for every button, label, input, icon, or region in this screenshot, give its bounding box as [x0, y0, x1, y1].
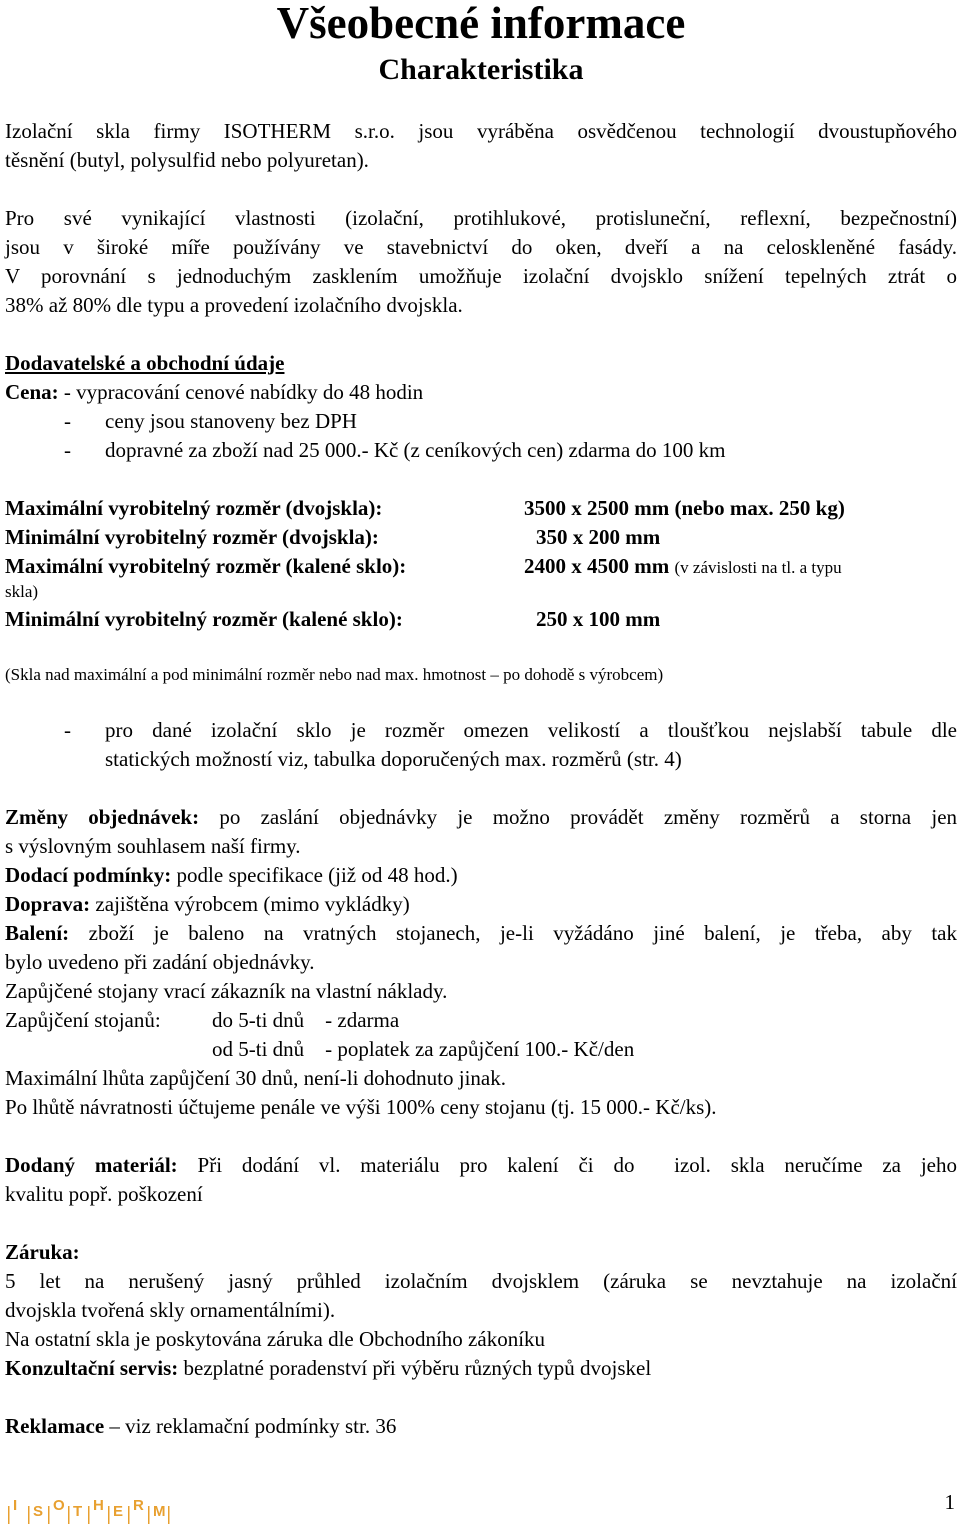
delivery-label: Dodací podmínky:: [5, 863, 172, 887]
changes-label: Změny objednávek:: [5, 805, 200, 829]
loan-label: Zapůjčení stojanů:: [5, 1008, 161, 1032]
logo-letter: I: [13, 1497, 18, 1514]
claims-label: Reklamace: [5, 1414, 105, 1438]
material-label: Dodaný materiál:: [5, 1153, 178, 1177]
packing-text: zboží je baleno na vratných stojanech, je-li vyžádáno jiné balení, je třeba, aby tak: [88, 921, 957, 945]
logo-letter: S: [33, 1503, 44, 1520]
logo-separator: [28, 1506, 30, 1524]
warranty-text-2: dvojskla tvořená skly ornamentálními).: [5, 1298, 336, 1322]
packing-label: Balení:: [5, 921, 70, 945]
properties-line-3: V porovnání s jednoduchým zasklením umožňuje izolační dvojsklo snížení tepelných ztrát o: [5, 264, 957, 288]
logo-letters: [8, 1497, 170, 1524]
consulting-label: Konzultační servis:: [5, 1356, 179, 1380]
dimension-row: [5, 494, 957, 523]
dimension-label: Minimální vyrobitelný rozměr (kalené sklo):: [5, 607, 403, 631]
logo-letter: E: [113, 1503, 124, 1520]
max-loan: Maximální lhůta zapůjčení 30 dnů, není-li dohodnuto jinak.: [5, 1066, 506, 1090]
material-text: Při dodání vl. materiálu pro kalení či do izol. skla neručíme za jeho: [197, 1153, 958, 1177]
logo-separator: [48, 1506, 50, 1524]
changes-text: po zaslání objednávky je možno provádět změny rozměrů a storna jen: [219, 805, 958, 829]
warranty-label: Záruka:: [5, 1240, 80, 1264]
logo-letter: M: [153, 1503, 166, 1520]
price-item-1: - vypracování cenové nabídky do 48 hodin: [63, 380, 424, 404]
logo-separator: [88, 1506, 90, 1524]
logo-separator: [68, 1506, 70, 1524]
dimension-value-group: [524, 552, 842, 582]
consulting-row: [5, 1354, 651, 1383]
page-number: 1: [944, 1490, 955, 1514]
consulting-text: bezplatné poradenství při výběru různých typů dvojskel: [183, 1356, 652, 1380]
transport-text: zajištěna výrobcem (mimo vykládky): [95, 892, 410, 916]
loan-term-2: od 5-ti dnů - poplatek za zapůjčení 100.- Kč/den: [212, 1037, 635, 1061]
dimension-label: Minimální vyrobitelný rozměr (dvojskla):: [5, 525, 379, 549]
price-label: Cena:: [5, 380, 59, 404]
logo-separator: [8, 1506, 10, 1524]
properties-line-1: Pro své vynikající vlastnosti (izolační, protihlukové, protisluneční, reflexní, bezpečnostní): [5, 206, 957, 230]
dimension-value: 250 x 100 mm: [536, 607, 661, 631]
dimension-row: [5, 523, 957, 552]
properties-line-4: 38% až 80% dle typu a provedení izolačního dvojskla.: [5, 293, 463, 317]
limit-note-line-2: statických možností viz, tabulka doporučených max. rozměrů (str. 4): [105, 747, 682, 771]
logo-letter: T: [73, 1503, 83, 1520]
price-row: [5, 378, 423, 407]
properties-line-2: jsou v široké míře používány ve stavebnictví do oken, dveří a na celoskleněné fasády.: [5, 235, 957, 259]
changes-row: [5, 803, 957, 832]
price-item-2: ceny jsou stanoveny bez DPH: [105, 409, 357, 433]
dimension-value: 350 x 200 mm: [536, 525, 661, 549]
dimension-value: 3500 x 2500 mm (nebo max. 250 kg): [524, 496, 845, 520]
claims-row: [5, 1412, 396, 1441]
dimension-label: Maximální vyrobitelný rozměr (kalené sklo):: [5, 554, 407, 578]
logo-letter: O: [53, 1497, 65, 1514]
limit-note-line-1: pro dané izolační sklo je rozměr omezen velikostí a tloušťkou nejslabší tabule dle: [105, 718, 957, 742]
page-subtitle: Charakteristika: [378, 53, 584, 86]
dimension-value: 2400 x 4500 mm: [524, 554, 670, 578]
oversize-note: (Skla nad maximální a pod minimální rozměr nebo nad max. hmotnost – po dohodě s výrobcem): [5, 665, 664, 684]
dimension-note: (v závislosti na tl. a typu: [674, 558, 842, 577]
intro-line-1: Izolační skla firmy ISOTHERM s.r.o. jsou vyráběna osvědčenou technologií dvoustupňového: [5, 119, 957, 143]
supplier-heading: Dodavatelské a obchodní údaje: [5, 351, 285, 375]
dash-marker: -: [64, 409, 71, 433]
dimension-note-wrap: skla): [5, 582, 39, 601]
material-row: [5, 1151, 957, 1180]
loan-term-1: do 5-ti dnů - zdarma: [212, 1008, 400, 1032]
logo-separator: [108, 1506, 110, 1524]
dash-marker: -: [64, 438, 71, 462]
stands-return: Zapůjčené stojany vrací zákazník na vlastní náklady.: [5, 979, 448, 1003]
logo-separator: [148, 1506, 150, 1524]
delivery-text: podle specifikace (již od 48 hod.): [176, 863, 458, 887]
logo-letter: R: [133, 1497, 144, 1514]
logo-separator: [168, 1506, 170, 1524]
logo-separator: [128, 1506, 130, 1524]
packing-row: [5, 919, 957, 948]
packing-text-2: bylo uvedeno při zadání objednávky.: [5, 950, 315, 974]
dimension-label: Maximální vyrobitelný rozměr (dvojskla):: [5, 496, 383, 520]
warranty-text-1: 5 let na nerušený jasný průhled izolačním dvojsklem (záruka se nevztahuje na izolační: [5, 1269, 957, 1293]
changes-text-2: s výslovným souhlasem naší firmy.: [5, 834, 301, 858]
dash-marker: -: [64, 718, 71, 742]
delivery-row: [5, 861, 458, 890]
dimension-row: [5, 605, 957, 634]
penalty: Po lhůtě návratnosti účtujeme penále ve výši 100% ceny stojanu (tj. 15 000.- Kč/ks).: [5, 1095, 717, 1119]
warranty-text-3: Na ostatní skla je poskytována záruka dle Obchodního zákoníku: [5, 1327, 546, 1351]
material-text-2: kvalitu popř. poškození: [5, 1182, 203, 1206]
isotherm-logo: [5, 1492, 180, 1526]
dimension-row: [5, 552, 957, 581]
loan-row-1: [5, 1006, 957, 1035]
price-item-3: dopravné za zboží nad 25 000.- Kč (z ceníkových cen) zdarma do 100 km: [105, 438, 726, 462]
page-title: Všeobecné informace: [276, 0, 686, 48]
logo-letter: H: [93, 1497, 104, 1514]
transport-label: Doprava:: [5, 892, 91, 916]
claims-text: – viz reklamační podmínky str. 36: [109, 1414, 397, 1438]
transport-row: [5, 890, 410, 919]
intro-line-2: těsnění (butyl, polysulfid nebo polyuretan).: [5, 148, 369, 172]
